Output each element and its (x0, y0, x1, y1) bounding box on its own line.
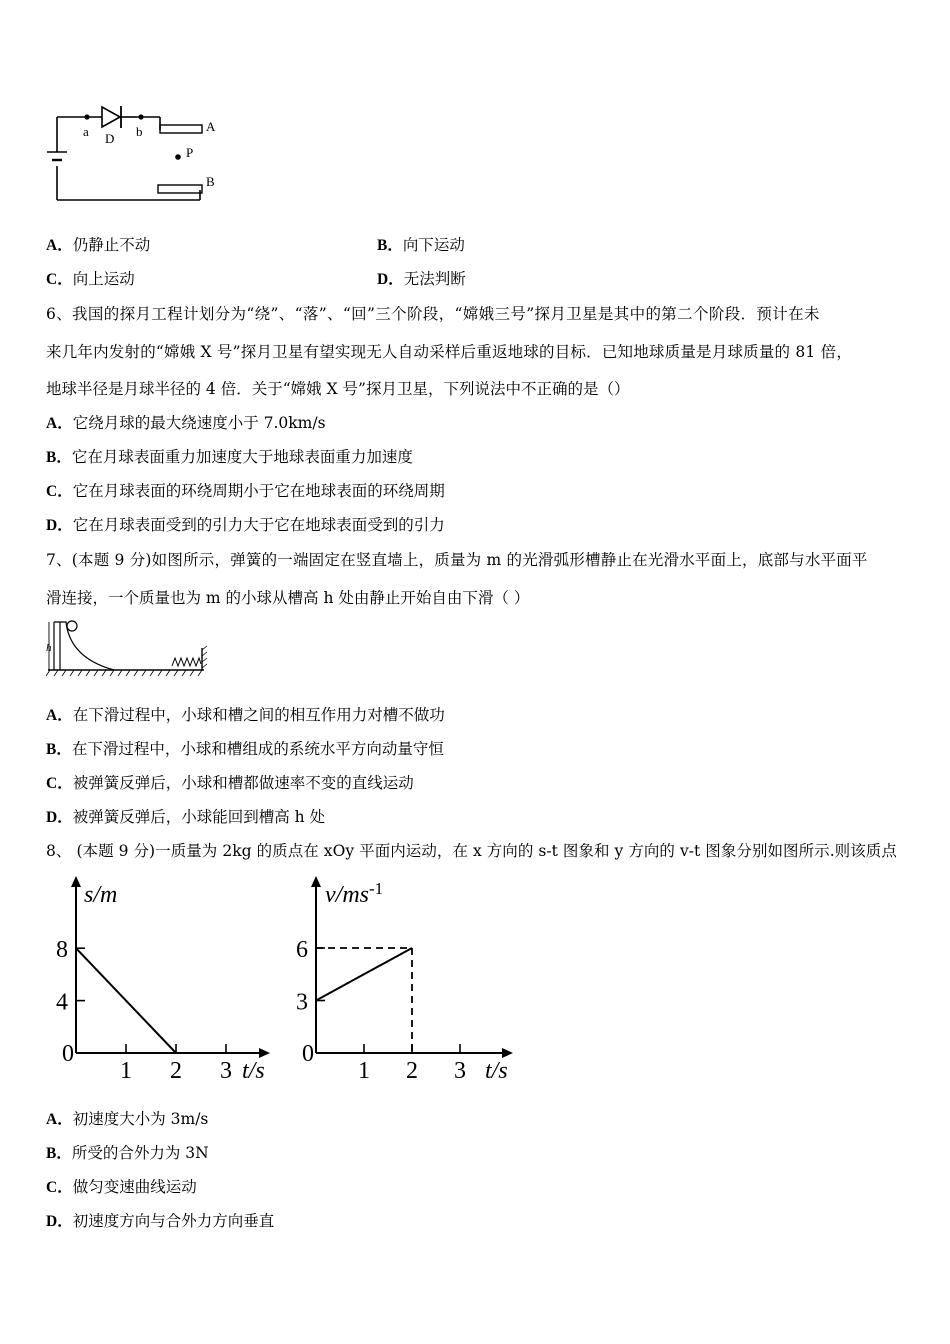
q8-option-d: D．初速度方向与合外力方向垂直 (46, 1212, 275, 1230)
x-tick-label: 2 (170, 1058, 182, 1084)
height-label-h: h (46, 642, 52, 654)
q5-option-b: B．向下运动 (377, 236, 465, 254)
plate-b (158, 185, 202, 193)
q6-option-a: A．它绕月球的最大绕速度小于 7.0km/s (46, 414, 326, 432)
x-tick-label: 1 (120, 1058, 132, 1084)
spring-icon (172, 658, 201, 666)
q5-option-c: C．向上运动 (46, 270, 135, 288)
slide-spring-figure (44, 618, 209, 680)
x-tick-label: 3 (220, 1058, 232, 1084)
diode-icon (100, 106, 136, 128)
q7-option-c: C．被弹簧反弹后，小球和槽都做速率不变的直线运动 (46, 774, 414, 792)
q6-option-b: B．它在月球表面重力加速度大于地球表面重力加速度 (46, 448, 413, 466)
y-tick-label: 8 (56, 937, 68, 964)
q5-option-a: A．仍静止不动 (46, 236, 151, 254)
y-axis-label: s/m (84, 882, 118, 908)
s-t-chart (40, 872, 280, 1087)
q7-option-b: B．在下滑过程中，小球和槽组成的系统水平方向动量守恒 (46, 740, 444, 758)
circuit-figure (40, 100, 240, 210)
label-a: a (83, 124, 89, 139)
particle-p (175, 154, 181, 160)
series-line-v-t (316, 948, 412, 1001)
q8-stem-line-1: 8、 (本题 9 分)一质量为 2kg 的质点在 xOy 平面内运动，在 x 方向的 s-t 图象和 y 方向的 v-t 图象分别如图所示.则该质点 (46, 842, 897, 860)
q7-stem-line-1: 7、(本题 9 分)如图所示，弹簧的一端固定在竖直墙上，质量为 m 的光滑弧形槽静止在光滑水平面上，底部与水平面平 (46, 551, 868, 569)
y-axis-arrow-icon (71, 876, 81, 887)
x-tick-label: 1 (358, 1058, 370, 1084)
x-axis-label: t/s (485, 1058, 508, 1084)
q7-stem-line-2: 滑连接，一个质量也为 m 的小球从槽高 h 处由静止开始自由下滑（ ） (46, 589, 530, 607)
v-t-chart (285, 872, 520, 1087)
x-tick-label: 3 (454, 1058, 466, 1084)
x-tick-label: 0 (302, 1041, 314, 1067)
series-line-s-t (76, 948, 176, 1053)
label-plate-a: A (206, 119, 216, 134)
node-b (138, 114, 143, 119)
q6-option-c: C．它在月球表面的环绕周期小于它在地球表面的环绕周期 (46, 482, 445, 500)
x-axis-label: t/s (242, 1058, 265, 1084)
q6-stem-line-2: 来几年内发射的“嫦娥 X 号”探月卫星有望实现无人自动采样后重返地球的目标．已知地球质量是月球质量的 81 倍， (46, 343, 853, 361)
x-axis-arrow-icon (502, 1048, 513, 1058)
q8-option-c: C．做匀变速曲线运动 (46, 1178, 197, 1196)
q5-option-d: D．无法判断 (377, 270, 466, 288)
q8-option-a: A．初速度大小为 3m/s (46, 1110, 209, 1128)
x-axis-arrow-icon (259, 1048, 270, 1058)
label-p: P (186, 145, 194, 160)
x-tick-label: 0 (62, 1041, 74, 1067)
label-b: b (136, 124, 143, 139)
y-axis-label: $v/ms^{-1}$ (325, 879, 384, 908)
q6-stem-line-1: 6、我国的探月工程计划分为“绕”、“落”、“回”三个阶段，“嫦娥三号”探月卫星是其中的第二个阶段．预计在未 (46, 305, 820, 323)
label-d: D (105, 131, 115, 146)
q6-stem-line-3: 地球半径是月球半径的 4 倍．关于“嫦娥 X 号”探月卫星，下列说法中不正确的是（） (46, 380, 630, 398)
arc-groove (54, 622, 114, 670)
y-axis-arrow-icon (311, 876, 321, 887)
plate-a (160, 125, 202, 133)
q6-option-d: D．它在月球表面受到的引力大于它在地球表面受到的引力 (46, 516, 445, 534)
q8-option-b: B．所受的合外力为 3N (46, 1144, 209, 1162)
y-tick-label: 4 (56, 989, 68, 1016)
q7-option-d: D．被弹簧反弹后，小球能回到槽高 h 处 (46, 808, 326, 826)
ball (67, 621, 77, 631)
y-tick-label: 3 (296, 989, 308, 1016)
x-tick-label: 2 (406, 1058, 418, 1084)
label-plate-b: B (206, 174, 215, 189)
y-axis-label-exponent: -1 (369, 879, 384, 898)
y-tick-label: 6 (296, 937, 308, 963)
node-a (84, 114, 89, 119)
q7-option-a: A．在下滑过程中，小球和槽之间的相互作用力对槽不做功 (46, 706, 445, 724)
